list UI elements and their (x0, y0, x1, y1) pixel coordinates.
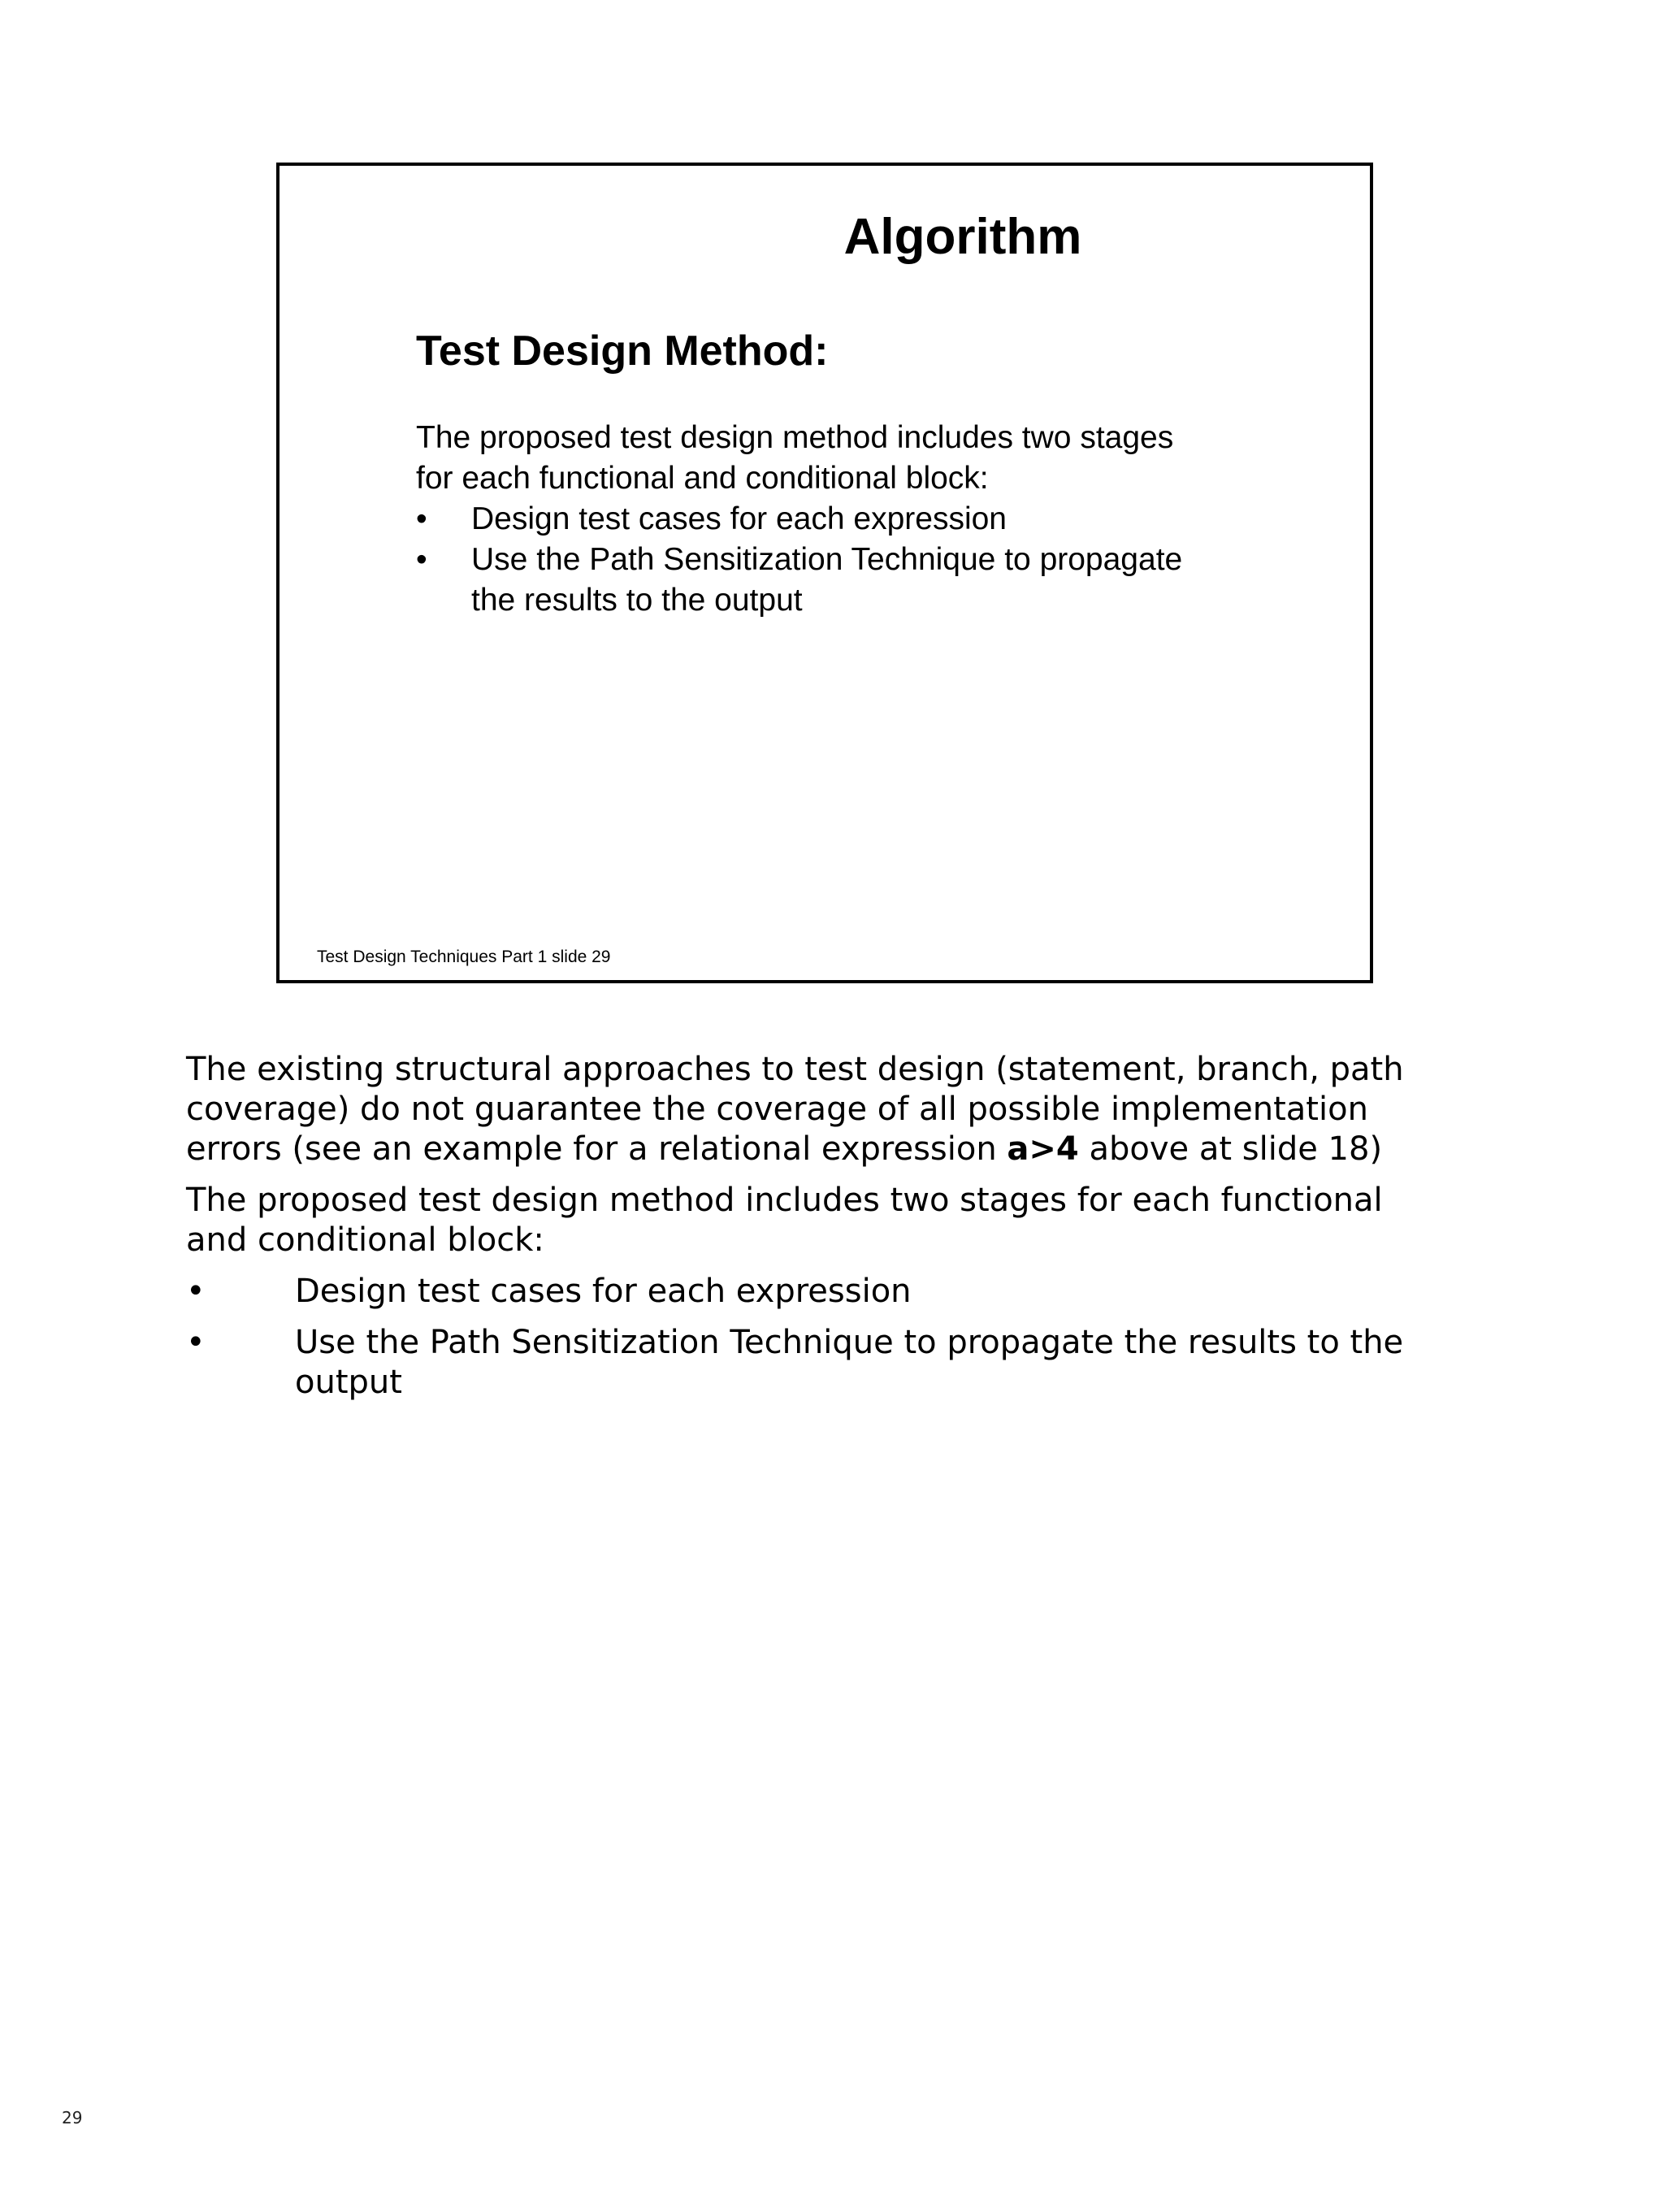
bullet-marker: • (186, 1324, 206, 1361)
bullet-marker: • (416, 542, 427, 577)
notes-bullet-item (186, 1272, 1454, 1312)
slide-thumbnail (276, 163, 1373, 983)
speaker-notes (186, 1050, 1454, 1414)
slide-intro-line-2: for each functional and conditional block: (416, 461, 989, 496)
slide-bullet-text: Use the Path Sensitization Technique to propagate (471, 542, 1183, 577)
slide-title: Algorithm (843, 209, 1082, 265)
slide-intro-line-1: The proposed test design method includes two stages (416, 420, 1174, 455)
bullet-marker: • (186, 1273, 206, 1310)
notes-bullet-item (186, 1323, 1454, 1403)
notes-bullet-text: Use the Path Sensitization Technique to propagate the results to the output (295, 1324, 1404, 1401)
slide-bullet-item (416, 499, 1277, 540)
notes-bullet-text: Design test cases for each expression (295, 1273, 912, 1310)
notes-text: The existing structural approaches to test design (statement, branch, path coverage) do not guarantee the coverage of all possible implementation errors (see an example for a relational expression (186, 1051, 1404, 1168)
slide-bullet-text-continued: the results to the output (471, 583, 803, 618)
notes-bold-expression: a>4 (1007, 1130, 1079, 1168)
notes-bullet-list (186, 1272, 1454, 1403)
notes-paragraph-2: The proposed test design method includes two stages for each functional and conditional block: (186, 1182, 1383, 1259)
slide-footer: Test Design Techniques Part 1 slide 29 (317, 948, 611, 966)
slide-bullet-item (416, 540, 1277, 621)
notes-paragraph-1 (186, 1050, 1454, 1169)
slide-bullet-text: Design test cases for each expression (471, 501, 1008, 536)
bullet-marker: • (416, 501, 427, 536)
notes-text: above at slide 18) (1078, 1130, 1383, 1168)
slide-body (416, 418, 1277, 621)
slide-bullet-list (416, 499, 1277, 621)
page-number: 29 (62, 2108, 83, 2127)
slide-heading: Test Design Method: (416, 327, 829, 375)
